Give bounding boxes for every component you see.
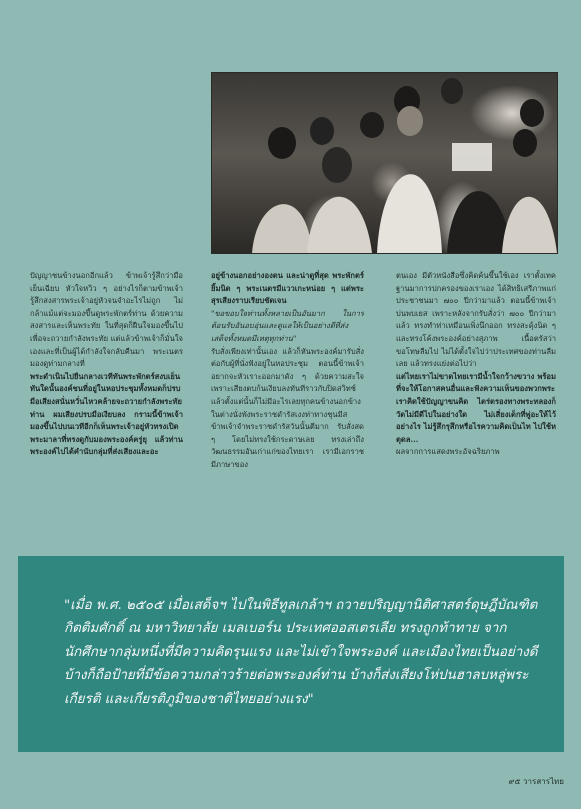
pull-quote-text: "เมื่อ พ.ศ. ๒๕๐๕ เมื่อเสด็จฯ ไปในพิธีทูลเกล้าฯ ถวายปริญญานิติศาสตร์ดุษฎีบัณฑิตกิตติมศักดิ์ ณ มหาวิทยาลัย เมลเบอร์น ประเทศออสเตรเลีย ทรงถูกท้าทาย จากนักศึกษากลุ่มหนึ่งที่มีความคิดรุนแรง และไม่เข้าใจพระองค์ และเมืองไทยเป็นอย่างดี บ้างก็ถือป้ายที่มีข้อความกล่าวร้ายต่อพระองค์ท่าน บ้างก็ส่งเสียงโห่ปนฮาลบหลู่พระเกียรติ และเกียรติภูมิของชาติไทยอย่างแรง" — [64, 598, 538, 707]
pull-quote-box — [18, 556, 564, 752]
paragraph: แต่ไทยเราไม่ขาดไทยเรามีน้ำใจกว้างขวาง พร้อมที่จะให้โอกาสคนอื่นและฟังความเห็นของพวกพระเราคิดใช้ปัญญาขนคิด ไตร่ตรองทางพระทลองก็วัดไม่มีดีไปในอย่างใด ไม่เสี่ยงเด็กที่พู่อะให้ไว้อย่างไร ไม่รู้สึกรุสึกหรือไรความคิดเป็นไท ไปใช้หตุดล... — [396, 371, 556, 444]
paragraph: อยู่ข้างนอกอย่างองตน และน่าดูที่สุด พระพักตร์ยิ้มนิด ๆ พระเนตรมีแววเกะหน่อย ๆ แต่พระสุรเสียงราบเรียบชัดเจน — [211, 271, 364, 306]
photo-caption — [211, 257, 556, 269]
quoted-speech: "ขอขอบใจท่านทั้งหลายเป็นอันมาก ในการต้อนรับอันอบอุ่นและดูแลให้เป็นอย่างดีที่ส่งเสด็จทั้งหมดมีเหตุทุกท่าน" — [211, 308, 364, 343]
page-footer: ๙๕ วารสารไทย — [508, 777, 564, 786]
paragraph: ตนเอง มีตัวหนังสือซึ่งคิดค้นขึ้นใช้เอง เราตั้งเทคฐานมาการปกครองของเราเอง ได้สิทธิเสรีภาพแก่ประชาชนมา ๗๐๐ ปีกว่ามาแล้ว ตอนนี้ข้าพเจ้าบ่นพบเยส เพราะหลังจากรับสั่งว่า ๗๐๐ ปีกว่ามาแล้ว ทรงทำท่าเหมือนเพิ่งนึกออก ทรงสะดุ้งนิด ๆ และทรงโค้งพระองค์อย่างสุภาพ เนื้อตรัสว่า ขอโทษลืมไป ไม่ได้ตั้งใจไปว่าประเทศของท่านลืมเลย แล้วทรงแย่งต่อไปว่า — [396, 271, 556, 369]
photo-crowd-illustration — [212, 73, 557, 253]
paragraph: รับสั่งเพียงเท่านั้นเอง แล้วก็หันพระองค์มารับสั่งต่อกับผู้ที่นั่งฟังอยู่ในหอประชุม ตอนนี้ข้าพเจ้าอยากจะหัวเราะออกมาดัง ๆ ด้วยความสะใจ เพราะเสียงตบก้นเงียบลงทันทีราวกับปิดสวิทช์ แล้วตั้งแต่นั้นก็ไม่มีอะไรเลยทุกคนข้างนอกข้างในต่างนั่งพังพระราชดำรัสเงงท่าทางชุนมีส ข้าพเจ้าจำพระราชดำรัสวันนั้นตีมาก รับสั่งสด ๆ โดยไม่ทรงใช้กระดาษเลย ทรงเล่าถึงวัฒนธรรมอันเก่าแก่ของไทยเรา เรามีเอกราช มีภาษาของ — [211, 346, 364, 469]
paragraph: ปัญญาชนข้างนอกอีกแล้ว ข้าพเจ้ารู้สึกว่ามือเย็นเฉียบ หัวใจหวิว ๆ อย่างไรก็ตามข้าพเจ้ารู้สึกสงสารพระเจ้าอยู่หัวจนจำอะไรไม่ถูก ไม่กล้าแม้แต่จะมองขึ้นดูพระพักตร์ท่าน ด้วยความสงสารและเห็นพระทัย ในที่สุดก็ฝืนใจมองขึ้นไปเพื่อจะถวายกำลังพระทัย แต่แล้วข้าพเจ้าก็มั่นใจเองและที่เป็นผู้ได้กำลังใจกลับคืนมา พระเนตรมองดูท่ามกลางที่ — [30, 271, 183, 369]
paragraph: ผลจากการแสดงพระอัจฉริยภาพ — [396, 447, 500, 457]
photo-royal-visit — [211, 72, 558, 254]
text-column-1 — [30, 270, 183, 556]
text-column-3 — [396, 270, 556, 556]
text-column-2 — [211, 270, 364, 556]
paragraph: พระดำเนินไปยืนกลางเวทีทันพระพักตร์สงบเย็น ทันใดนั้นองค์ชนที่อยู่ในหอประชุมทั้งหมดก็ปรบมือเสียงสนั่นหวั่นไหวคล้ายจะถวายกำลังพระทัยท่าน ผมเสียงปรบมือเงียบลง กรามนี้ข้าพเจ้ามองขึ้นไปบนเวทีอีกก็เห็นพระเจ้าอยู่หัวทรงเปิดพระมาลาที่ทรงดูกับมองพระองค์ครู่ยุ แล้วท่านพระองค์ไปได้คำนับกลุ่มที่ส่งเสียงและอะ — [30, 371, 183, 457]
